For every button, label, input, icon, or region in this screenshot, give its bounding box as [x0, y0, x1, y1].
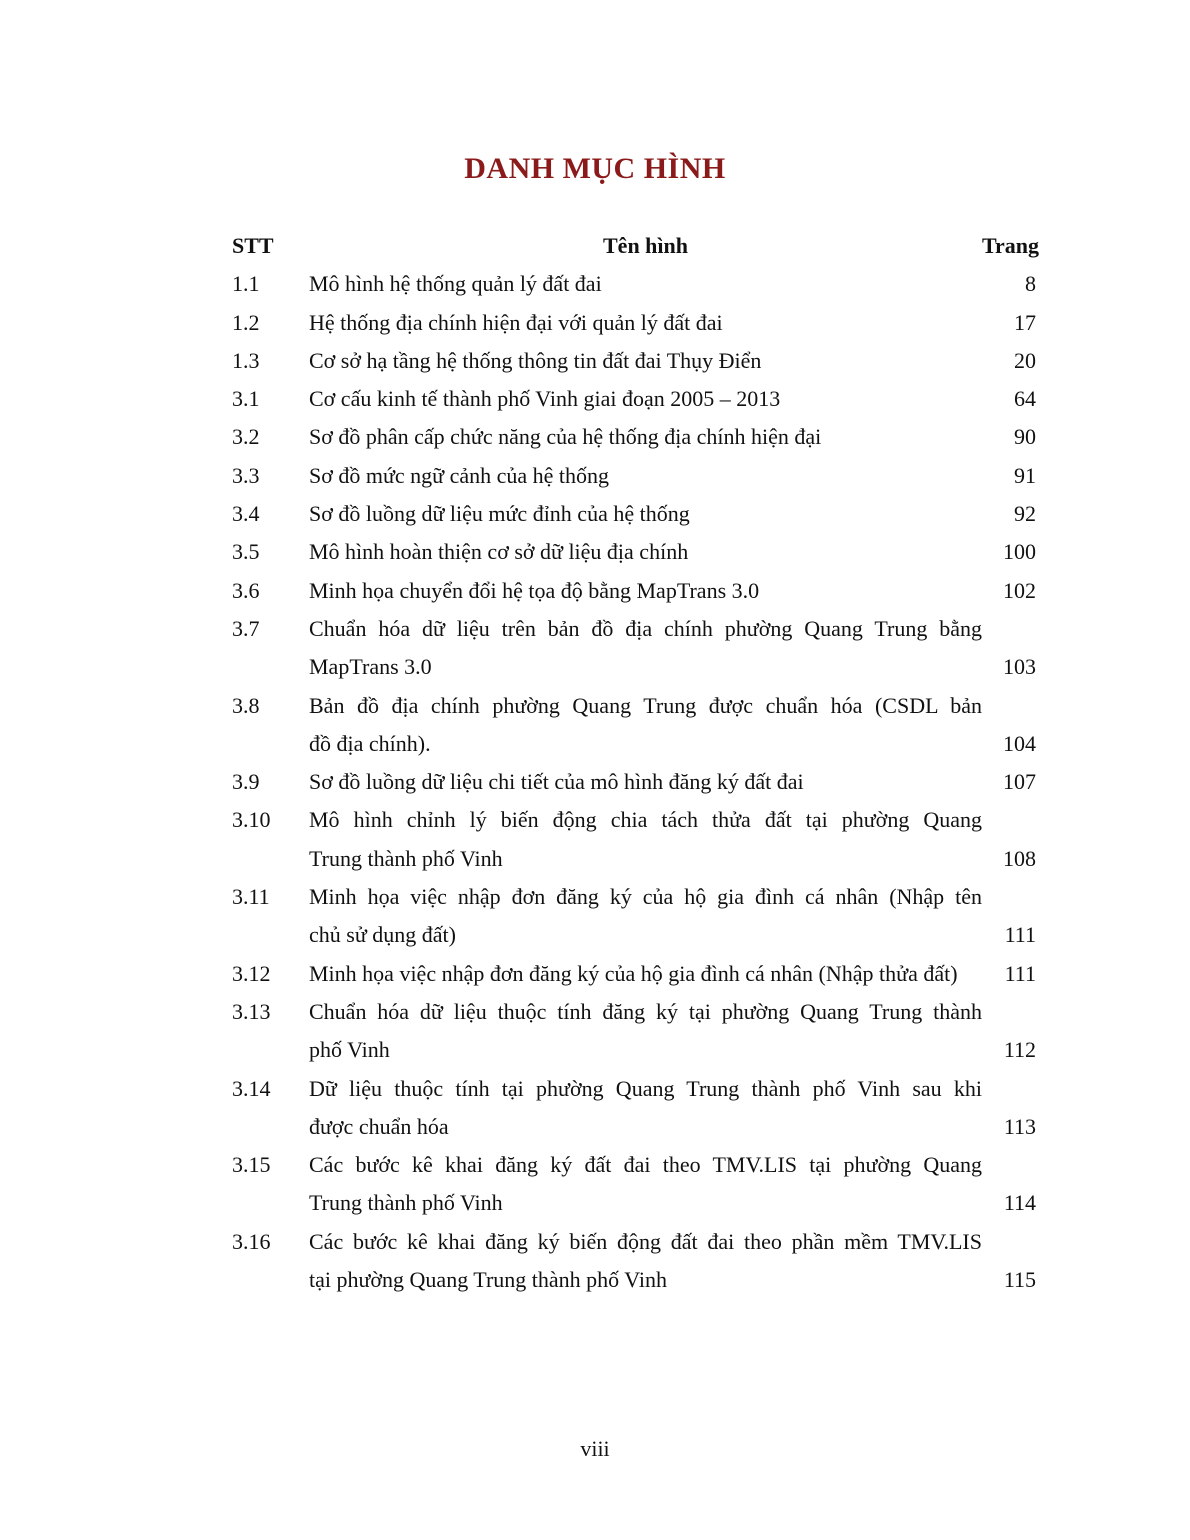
figure-page: 113 [1003, 1113, 1036, 1139]
figure-title: Minh họa chuyển đổi hệ tọa độ bằng MapTrans 3.0 [309, 577, 760, 603]
figure-number: 3.8 [232, 692, 260, 718]
figure-title: Mô hình hệ thống quản lý đất đai [309, 271, 602, 297]
figure-title: Sơ đồ luồng dữ liệu mức đỉnh của hệ thống [309, 501, 690, 527]
figure-title: Cơ sở hạ tầng hệ thống thông tin đất đai Thụy Điển [309, 347, 762, 373]
figure-number [232, 840, 309, 878]
figure-title: Sơ đồ mức ngữ cảnh của hệ thống [309, 462, 610, 488]
figure-page [982, 1070, 1036, 1108]
figure-page: 20 [1014, 347, 1036, 373]
figure-page: 108 [1003, 845, 1036, 871]
figure-title: Chuẩn hóa dữ liệu trên bản đồ địa chính phường Quang Trung bằng [309, 615, 982, 641]
page-title: DANH MỤC HÌNH [464, 152, 726, 185]
page-number: viii [580, 1436, 610, 1461]
figure-number: 3.2 [232, 424, 260, 450]
figure-title: Các bước kê khai đăng ký đất đai theo TMV.LIS tại phường Quang [309, 1152, 982, 1178]
figure-title: được chuẩn hóa [309, 1113, 449, 1139]
figure-title: Mô hình chỉnh lý biến động chia tách thửa đất tại phường Quang [309, 807, 982, 833]
list-item [232, 648, 1036, 686]
figure-number: 3.6 [232, 577, 260, 603]
header-stt: STT [232, 233, 274, 258]
list-item [232, 457, 1036, 495]
figure-title: Dữ liệu thuộc tính tại phường Quang Trung thành phố Vinh sau khi [309, 1075, 982, 1101]
figure-title: Chuẩn hóa dữ liệu thuộc tính đăng ký tại phường Quang Trung thành [309, 998, 982, 1024]
figure-number: 3.7 [232, 615, 260, 641]
figure-page: 114 [1003, 1190, 1036, 1216]
figure-page: 112 [1003, 1037, 1036, 1063]
figure-page: 107 [1003, 769, 1036, 795]
figure-number: 3.4 [232, 501, 260, 527]
list-item [232, 687, 1036, 725]
figure-number: 3.16 [232, 1228, 271, 1254]
figure-page: 111 [1004, 922, 1036, 948]
list-item [232, 763, 1036, 801]
list-item [232, 725, 1036, 763]
figure-title: chủ sử dụng đất) [309, 922, 456, 948]
figure-title: Cơ cấu kinh tế thành phố Vinh giai đoạn 2005 – 2013 [309, 386, 781, 412]
list-item [232, 840, 1036, 878]
figure-number: 1.3 [232, 347, 260, 373]
figure-page: 92 [1014, 501, 1036, 527]
figure-number [232, 1261, 309, 1299]
figure-title: đồ địa chính). [309, 730, 431, 756]
figure-number: 3.15 [232, 1152, 271, 1178]
figure-page: 90 [1014, 424, 1036, 450]
list-item [232, 1223, 1036, 1261]
figure-title: MapTrans 3.0 [309, 654, 432, 680]
figure-page [982, 1146, 1036, 1184]
figure-title: Hệ thống địa chính hiện đại với quản lý đất đai [309, 309, 723, 335]
figure-page [982, 993, 1036, 1031]
figure-number: 3.10 [232, 807, 271, 833]
figure-page: 104 [1003, 730, 1036, 756]
header-page: Trang [982, 233, 1040, 258]
figure-page [982, 610, 1036, 648]
figure-page: 8 [1025, 271, 1036, 297]
list-item [232, 916, 1036, 954]
figure-title: Các bước kê khai đăng ký biến động đất đai theo phần mềm TMV.LIS [309, 1228, 982, 1254]
list-item [232, 1146, 1036, 1184]
figure-number: 3.12 [232, 960, 271, 986]
figure-number: 1.2 [232, 309, 260, 335]
figure-number [232, 725, 309, 763]
figure-title: Minh họa việc nhập đơn đăng ký của hộ gia đình cá nhân (Nhập tên [309, 884, 982, 910]
figure-page: 115 [1003, 1267, 1036, 1293]
figure-title: Trung thành phố Vinh [309, 1190, 503, 1216]
figure-number: 3.14 [232, 1075, 271, 1101]
list-item [232, 993, 1036, 1031]
list-item [232, 533, 1036, 571]
list-item [232, 304, 1036, 342]
header-name: Tên hình [603, 233, 688, 258]
figure-number [232, 1031, 309, 1069]
figure-title: phố Vinh [309, 1037, 390, 1063]
list-item [232, 801, 1036, 839]
list-item [232, 1184, 1036, 1222]
entries [232, 265, 1036, 1299]
table-header [232, 227, 1040, 265]
figure-page: 111 [1004, 960, 1036, 986]
figure-page: 102 [1003, 577, 1036, 603]
list-item [232, 1108, 1036, 1146]
list-item [232, 495, 1036, 533]
list-item [232, 1070, 1036, 1108]
figure-number [232, 648, 309, 686]
figure-page [982, 1223, 1036, 1261]
figure-page: 17 [1014, 309, 1036, 335]
list-item [232, 265, 1036, 303]
figure-list [232, 227, 1040, 1299]
figure-page [982, 687, 1036, 725]
figure-page: 91 [1014, 462, 1036, 488]
figure-page [982, 878, 1036, 916]
figure-title: Sơ đồ luồng dữ liệu chi tiết của mô hình đăng ký đất đai [309, 769, 804, 795]
list-item [232, 878, 1036, 916]
figure-number: 3.5 [232, 539, 260, 565]
list-item [232, 610, 1036, 648]
list-item [232, 572, 1036, 610]
figure-page: 100 [1003, 539, 1036, 565]
figure-number: 3.9 [232, 769, 260, 795]
figure-title: Mô hình hoàn thiện cơ sở dữ liệu địa chính [309, 539, 689, 565]
figure-number: 1.1 [232, 271, 260, 297]
list-item [232, 380, 1036, 418]
list-item [232, 955, 1036, 993]
list-item [232, 418, 1036, 456]
figure-number [232, 1108, 309, 1146]
list-item [232, 1261, 1036, 1299]
figure-number: 3.3 [232, 462, 260, 488]
figure-title: Minh họa việc nhập đơn đăng ký của hộ gia đình cá nhân (Nhập thửa đất) [309, 960, 958, 986]
figure-number [232, 1184, 309, 1222]
figure-title: tại phường Quang Trung thành phố Vinh [309, 1267, 667, 1293]
figure-page: 103 [1003, 654, 1036, 680]
list-item [232, 342, 1036, 380]
figure-number: 3.11 [232, 884, 270, 910]
figure-title: Bản đồ địa chính phường Quang Trung được chuẩn hóa (CSDL bản [309, 692, 982, 718]
figure-number: 3.1 [232, 386, 260, 412]
figure-page [982, 801, 1036, 839]
figure-number [232, 916, 309, 954]
figure-title: Trung thành phố Vinh [309, 845, 503, 871]
figure-title: Sơ đồ phân cấp chức năng của hệ thống địa chính hiện đại [309, 424, 822, 450]
list-item [232, 1031, 1036, 1069]
figure-page: 64 [1014, 386, 1036, 412]
figure-number: 3.13 [232, 998, 271, 1024]
